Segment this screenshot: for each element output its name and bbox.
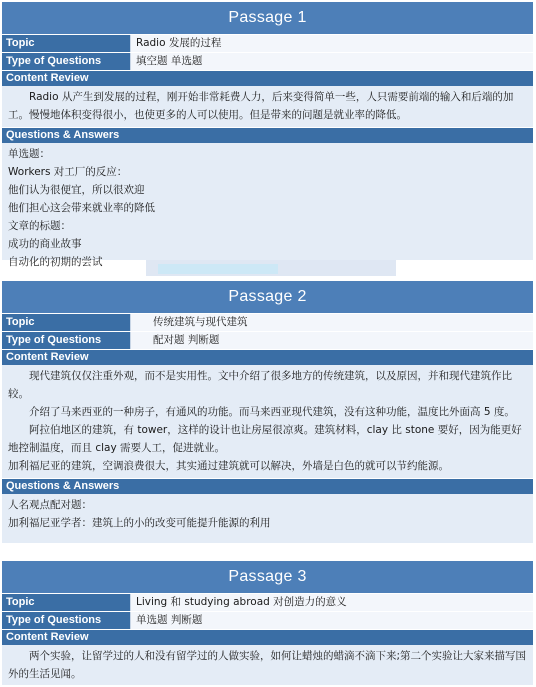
content-review-label: Content Review: [2, 629, 533, 645]
passage-3: [2, 561, 533, 685]
topic-value: Radio 发展的过程: [130, 35, 533, 52]
topic-label: Topic: [2, 314, 130, 331]
type-value: 配对题 判断题: [130, 332, 533, 349]
content-review: [2, 86, 533, 127]
qa-label: Questions & Answers: [2, 127, 533, 143]
passage-title: Passage 3: [2, 561, 533, 593]
type-value: 填空题 单选题: [130, 53, 533, 70]
topic-row: [2, 593, 533, 611]
qa-list: [2, 494, 533, 536]
type-row: [2, 611, 533, 629]
type-label: Type of Questions: [2, 53, 130, 70]
divider-bar-inner: [158, 264, 278, 274]
type-row: [2, 331, 533, 349]
content-review: [2, 645, 533, 686]
qa-line: 加利福尼亚学者：建筑上的小的改变可能提升能源的利用: [8, 517, 271, 529]
review-paragraph: 加利福尼亚的建筑，空调浪费很大，其实通过建筑就可以解决，外墙是白色的就可以节约能源。: [8, 460, 449, 472]
topic-value: Living 和 studying abroad 对创造力的意义: [130, 594, 533, 611]
passage-title: Passage 1: [2, 2, 533, 34]
review-paragraph: 阿拉伯地区的建筑，有 tower，这样的设计也让房屋很凉爽。建筑材料，clay 比 stone 要好，因为能更好地控制温度，而且 clay 需要人工，促进就业。: [8, 424, 522, 454]
passage-title: Passage 2: [2, 281, 533, 313]
qa-label: Questions & Answers: [2, 478, 533, 494]
review-paragraph: 介绍了马来西亚的一种房子，有通风的功能。而马来西亚现代建筑，没有这种功能，温度比外面高 5 度。: [29, 406, 515, 418]
passage-2: [2, 281, 533, 543]
passage-1: [2, 2, 533, 268]
qa-line: Workers 对工厂的反应：: [8, 166, 128, 178]
topic-row: [2, 313, 533, 331]
qa-line: 自动化的初期的尝试: [8, 256, 103, 268]
qa-line: 成功的商业故事: [8, 238, 82, 250]
qa-line: 人名观点配对题：: [8, 499, 92, 511]
content-review-label: Content Review: [2, 70, 533, 86]
content-review-label: Content Review: [2, 349, 533, 365]
review-paragraph: 两个实验，让留学过的人和没有留学过的人做实验，如何让蜡烛的蜡滴不滴下来;第二个实验让大家来描写国外的生活见闻。: [8, 650, 527, 680]
divider-bar: [146, 260, 396, 276]
qa-list: [2, 143, 533, 275]
topic-label: Topic: [2, 594, 130, 611]
qa-line: 他们担心这会带来就业率的降低: [8, 202, 155, 214]
content-review: [2, 365, 533, 478]
type-label: Type of Questions: [2, 612, 130, 629]
topic-value: 传统建筑与现代建筑: [130, 314, 533, 331]
qa-line: 他们认为很便宜，所以很欢迎: [8, 184, 145, 196]
type-row: [2, 52, 533, 70]
qa-line: 文章的标题：: [8, 220, 71, 232]
review-paragraph: Radio 从产生到发展的过程，刚开始非常耗费人力，后来变得简单一些，人只需要前端的输入和后端的加工。慢慢地体积变得很小，也使更多的人可以使用。但是带来的问题是就业率的降低。: [8, 91, 514, 121]
topic-label: Topic: [2, 35, 130, 52]
type-label: Type of Questions: [2, 332, 130, 349]
topic-row: [2, 34, 533, 52]
review-paragraph: 现代建筑仅仅注重外观，而不是实用性。文中介绍了很多地方的传统建筑，以及原因，并和现代建筑作比较。: [8, 370, 512, 400]
type-value: 单选题 判断题: [130, 612, 533, 629]
qa-line: 单选题：: [8, 148, 50, 160]
